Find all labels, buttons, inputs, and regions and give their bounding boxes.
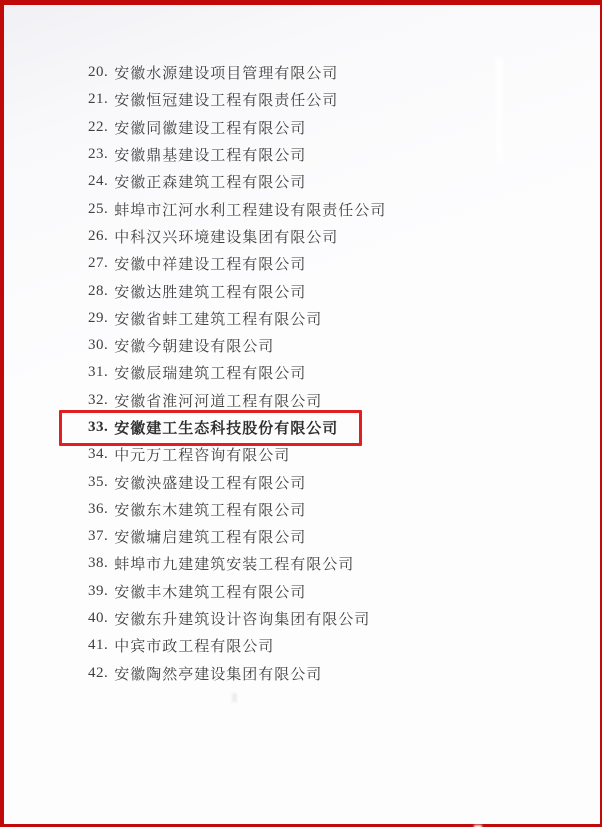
list-item	[88, 632, 580, 659]
list-item	[88, 414, 580, 441]
item-number: 36.	[88, 500, 109, 517]
item-number: 26.	[88, 227, 109, 244]
list-item	[88, 441, 580, 468]
list-item	[88, 168, 580, 195]
list-item	[88, 332, 580, 359]
list-item	[88, 277, 580, 304]
company-name: 安徽省淮河河道工程有限公司	[114, 393, 323, 410]
item-number: 40.	[88, 610, 109, 627]
company-name: 蚌埠市江河水利工程建设有限责任公司	[114, 202, 387, 219]
company-name: 安徽辰瑞建筑工程有限公司	[114, 366, 307, 383]
list-item	[88, 550, 580, 577]
list-item	[88, 86, 580, 113]
company-name: 安徽同徽建设工程有限公司	[114, 120, 307, 137]
company-name: 安徽建工生态科技股份有限公司	[114, 421, 339, 437]
list-item	[88, 523, 580, 550]
list-item	[88, 114, 580, 141]
company-name: 安徽东木建筑工程有限公司	[114, 502, 307, 519]
company-name: 安徽墉启建筑工程有限公司	[114, 530, 307, 547]
company-name: 安徽水源建设项目管理有限公司	[114, 66, 339, 83]
company-name: 安徽中祥建设工程有限公司	[114, 257, 307, 274]
item-number: 37.	[88, 528, 109, 545]
item-number: 41.	[88, 637, 109, 654]
company-name: 安徽恒冠建设工程有限责任公司	[114, 93, 339, 110]
item-number: 33.	[88, 419, 109, 435]
item-number: 30.	[88, 337, 109, 354]
item-number: 21.	[88, 91, 109, 108]
list-item	[88, 250, 580, 277]
list-item	[88, 359, 580, 386]
list-item	[88, 605, 580, 632]
company-name: 安徽今朝建设有限公司	[114, 339, 275, 356]
list-item	[88, 578, 580, 605]
list-item	[88, 496, 580, 523]
item-number: 34.	[88, 446, 109, 463]
item-number: 27.	[88, 255, 109, 272]
item-number: 32.	[88, 391, 109, 408]
list-item	[88, 305, 580, 332]
company-name: 安徽达胜建筑工程有限公司	[114, 284, 307, 301]
item-number: 39.	[88, 582, 109, 599]
company-name: 安徽泱盛建设工程有限公司	[114, 475, 307, 492]
scan-artifact	[496, 57, 503, 162]
item-number: 29.	[88, 309, 109, 326]
list-item	[88, 141, 580, 168]
list-item	[88, 468, 580, 495]
item-number: 25.	[88, 200, 109, 217]
item-number: 42.	[88, 664, 109, 681]
item-number: 28.	[88, 282, 109, 299]
company-name: 安徽鼎基建设工程有限公司	[114, 148, 307, 165]
item-number: 23.	[88, 146, 109, 163]
company-name: 安徽正森建筑工程有限公司	[114, 175, 307, 192]
company-name: 安徽东升建筑设计咨询集团有限公司	[114, 612, 371, 629]
company-name: 中宾市政工程有限公司	[114, 639, 275, 656]
scan-artifact	[232, 693, 237, 702]
list-item	[88, 195, 580, 222]
item-number: 20.	[88, 64, 109, 81]
list-item	[88, 59, 580, 86]
company-name: 蚌埠市九建建筑安装工程有限公司	[114, 557, 355, 574]
company-name: 安徽省蚌工建筑工程有限公司	[114, 311, 323, 328]
item-number: 22.	[88, 118, 109, 135]
item-number: 31.	[88, 364, 109, 381]
list-item	[88, 660, 580, 687]
company-name: 中科汉兴环境建设集团有限公司	[114, 229, 339, 246]
company-name: 安徽丰木建筑工程有限公司	[114, 584, 307, 601]
company-name: 安徽陶然亭建设集团有限公司	[114, 666, 323, 683]
item-number: 38.	[88, 555, 109, 572]
list-item	[88, 387, 580, 414]
company-list	[88, 59, 580, 687]
list-item	[88, 223, 580, 250]
item-number: 35.	[88, 473, 109, 490]
company-name: 中元万工程咨询有限公司	[114, 448, 291, 465]
item-number: 24.	[88, 173, 109, 190]
